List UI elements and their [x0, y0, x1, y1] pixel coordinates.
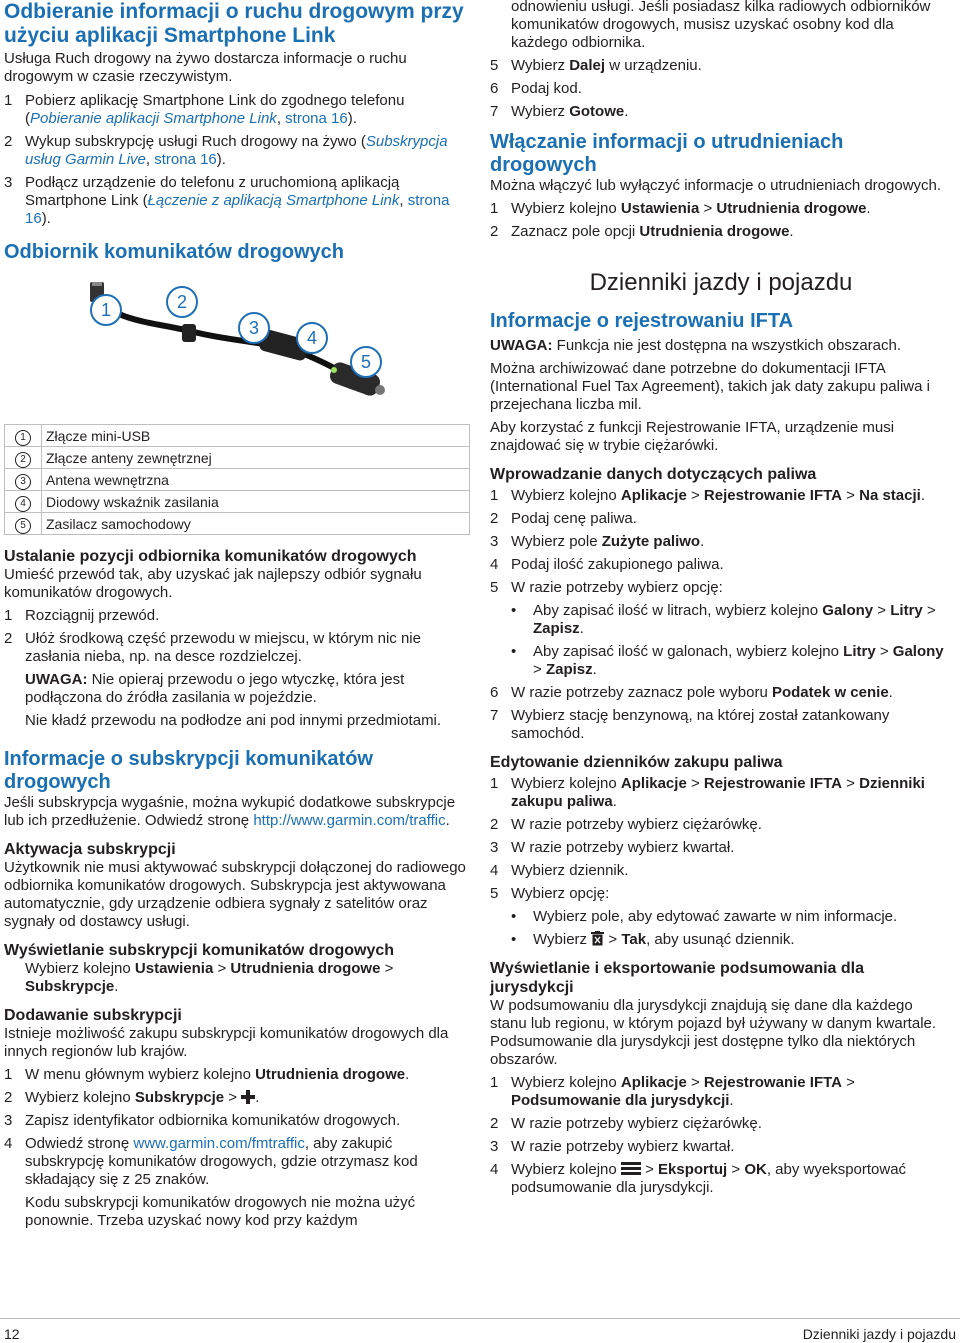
note-cable: UWAGA: Nie opieraj przewodu o jego wtyczkę, która jest podłączona do źródła zasilania w pojeździe. [25, 671, 405, 706]
step-fuel-5: 5 W razie potrzeby wybierz opcję: [490, 579, 723, 596]
bullet-fuel-litres: • Aby zapisać ilość w litrach, wybierz kolejno Galony > Litry > Zapisz. [511, 602, 936, 637]
para-activate: Użytkownik nie musi aktywować subskrypcji dołączonej do radiowego odbiornika komunikatów drogowych. Subskrypcja jest aktywowana automatycznie, gdy urządzenie odbiera sygnały z satelitów oraz sygnały od dostawcy usługi. [4, 859, 466, 930]
chapter-title: Dzienniki jazdy i pojazdu [589, 269, 853, 296]
step-edit-4: 4 Wybierz dziennik. [490, 862, 629, 879]
step-edit-5: 5 Wybierz opcję: [490, 885, 610, 902]
step-juris-2: 2 W razie potrzeby wybierz ciężarówkę. [490, 1115, 762, 1132]
traffic-receiver-illustration [4, 282, 470, 412]
heading-receiver: Odbiornik komunikatów drogowych [4, 241, 345, 263]
steps-app [4, 92, 470, 228]
power-led [331, 367, 337, 373]
callout-2-label: 2 [176, 292, 188, 312]
note-code: Kodu subskrypcji komunikatów drogowych nie można użyć ponownie. Trzeba uzyskać nowy kod przy każdym [25, 1194, 416, 1229]
step-add-1: 1 W menu głównym wybierz kolejno Utrudnienia drogowe. [4, 1066, 410, 1083]
step-fuel-4: 4 Podaj ilość zakupionego paliwa. [490, 556, 724, 573]
para-view-subs: Wybierz kolejno Ustawienia > Utrudnienia drogowe > Subskrypcje. [25, 960, 394, 995]
para-continued: odnowieniu usługi. Jeśli posiadasz kilka radiowych odbiorników komunikatów drogowych, musisz uzyskać osobny kod dla każdego odbiornika. [511, 0, 931, 51]
step-juris-1: 1 Wybierz kolejno Aplikacje > Rejestrowanie IFTA > Podsumowanie dla jurysdykcji. [490, 1074, 855, 1109]
step-fuel-2: 2 Podaj cenę paliwa. [490, 510, 637, 527]
callout-5-label: 5 [360, 352, 372, 372]
para-position: Umieść przewód tak, aby uzyskać jak najlepszy odbiór sygnału komunikatów drogowych. [4, 566, 422, 601]
step-edit-1: 1 Wybierz kolejno Aplikacje > Rejestrowanie IFTA > Dzienniki zakupu paliwa. [490, 775, 925, 810]
link-garmin-traffic[interactable]: http://www.garmin.com/traffic [253, 812, 446, 829]
para-ifta-2: Aby korzystać z funkcji Rejestrowanie IFTA, urządzenie musi znajdować się w trybie ciężarówki. [490, 419, 895, 454]
antenna-connector [182, 324, 196, 342]
step-pos-1: 1 Rozciągnij przewód. [4, 607, 160, 624]
legend-row: 4 Diodowy wskaźnik zasilania [5, 491, 470, 513]
step-5: 5 Wybierz Dalej w urządzeniu. [490, 57, 702, 74]
legend-row: 2 Złącze anteny zewnętrznej [5, 447, 470, 469]
para-add-subs: Istnieje możliwość zakupu subskrypcji komunikatów drogowych dla innych regionów lub krajów. [4, 1025, 449, 1060]
legend-row: 5 Zasilacz samochodowy [5, 513, 470, 535]
bullet-fuel-gallons: • Aby zapisać ilość w galonach, wybierz kolejno Litry > Galony > Zapisz. [511, 643, 944, 678]
step-edit-3: 3 W razie potrzeby wybierz kwartał. [490, 839, 735, 856]
step-fuel-6: 6 W razie potrzeby zaznacz pole wyboru Podatek w cenie. [490, 684, 893, 701]
note-floor: Nie kładź przewodu na podłodze ani pod innymi przedmiotami. [25, 712, 442, 729]
step-add-2: 2 Wybierz kolejno Subskrypcje > . [4, 1089, 260, 1106]
legend-table [4, 424, 470, 535]
bullet-edit-field: • Wybierz pole, aby edytować zawarte w nim informacje. [511, 908, 898, 925]
para-traffic-app: Usługa Ruch drogowy na żywo dostarcza informacje o ruchu drogowym w czasie rzeczywistym. [4, 50, 407, 85]
step-juris-4: 4 Wybierz kolejno > Eksportuj > OK, aby wyeksportować podsumowanie dla jurysdykcji. [490, 1161, 907, 1196]
step-app-3: 3 Podłącz urządzenie do telefonu z uruchomioną aplikacją Smartphone Link (Łączenie z aplikacją Smartphone Link, strona 16). [4, 174, 450, 227]
step-juris-3: 3 W razie potrzeby wybierz kwartał. [490, 1138, 735, 1155]
note-ifta: UWAGA: Funkcja nie jest dostępna na wszystkich obszarach. [490, 337, 902, 354]
para-jurisdiction: W podsumowaniu dla jurysdykcji znajdują się dane dla każdego stanu lub regionu, w którym pojazd był używany w danym kwartale. Podsumowanie dla jurysdykcji jest dostępne tylko dla niektórych obszarów. [490, 997, 937, 1068]
menu-icon [621, 1161, 641, 1176]
link-page-16[interactable]: strona 16 [285, 110, 348, 127]
link-download-app[interactable]: Pobieranie aplikacji Smartphone Link [30, 110, 277, 127]
step-fuel-3: 3 Wybierz pole Zużyte paliwo. [490, 533, 705, 550]
step-7: 7 Wybierz Gotowe. [490, 103, 629, 120]
heading-position: Ustalanie pozycji odbiornika komunikatów drogowych [4, 548, 417, 565]
page-footer [4, 1325, 956, 1343]
step-add-3: 3 Zapisz identyfikator odbiornika komunikatów drogowych. [4, 1112, 401, 1129]
heading-jurisdiction: Wyświetlanie i eksportowanie podsumowania dla jurysdykcji [490, 960, 865, 996]
step-6: 6 Podaj kod. [490, 80, 582, 97]
legend-row: 3 Antena wewnętrzna [5, 469, 470, 491]
link-page-16[interactable]: strona 16 [25, 192, 450, 227]
callout-1-label: 1 [100, 300, 112, 320]
heading-view-subs: Wyświetlanie subskrypcji komunikatów drogowych [4, 942, 395, 959]
heading-activate: Aktywacja subskrypcji [4, 841, 176, 858]
page-number: 12 [4, 1326, 20, 1342]
step-fuel-7: 7 Wybierz stację benzynową, na której został zatankowany samochód. [490, 707, 890, 742]
step-edit-2: 2 W razie potrzeby wybierz ciężarówkę. [490, 816, 762, 833]
trash-icon [591, 931, 604, 946]
callout-4-label: 4 [306, 328, 318, 348]
footer-divider [0, 1318, 960, 1319]
step-pos-2: 2 Ułóż środkową część przewodu w miejscu, w którym nic nie zasłania nieba, np. na desce rozdzielczej. [4, 630, 421, 665]
link-fmtraffic[interactable]: www.garmin.com/fmtraffic [133, 1135, 305, 1152]
heading-ifta: Informacje o rejestrowaniu IFTA [490, 310, 794, 332]
heading-edit-logs: Edytowanie dzienników zakupu paliwa [490, 754, 783, 771]
legend-row: 1 Złącze mini-USB [5, 425, 470, 447]
step-enable-2: 2 Zaznacz pole opcji Utrudnienia drogowe. [490, 223, 794, 240]
receiver-figure [4, 282, 470, 417]
bullet-edit-delete: • Wybierz > Tak, aby usunąć dziennik. [511, 931, 795, 948]
heading-traffic-app: Odbieranie informacji o ruchu drogowym przy użyciu aplikacji Smartphone Link [4, 0, 464, 47]
step-enable-1: 1 Wybierz kolejno Ustawienia > Utrudnienia drogowe. [490, 200, 871, 217]
footer-section-title: Dzienniki jazdy i pojazdu [802, 1326, 956, 1342]
para-enable-traffic: Można włączyć lub wyłączyć informacje o utrudnieniach drogowych. [490, 177, 942, 194]
heading-fuel: Wprowadzanie danych dotyczących paliwa [490, 466, 817, 483]
para-subscription: Jeśli subskrypcja wygaśnie, można wykupić dodatkowe subskrypcje lub ich przedłużenie. Odwiedź stronę http://www.garmin.com/traffic. [4, 794, 456, 829]
heading-enable-traffic: Włączanie informacji o utrudnieniach drogowych [490, 131, 844, 176]
heading-add-subs: Dodawanie subskrypcji [4, 1007, 182, 1024]
step-app-1: 1 Pobierz aplikację Smartphone Link do zgodnego telefonu (Pobieranie aplikacji Smartphone Link, strona 16). [4, 92, 405, 127]
link-garmin-live[interactable]: Subskrypcja usług Garmin Live [25, 133, 448, 168]
step-app-2: 2 Wykup subskrypcję usługi Ruch drogowy na żywo (Subskrypcja usług Garmin Live, strona 16). [4, 133, 448, 168]
plus-icon [241, 1090, 255, 1104]
heading-subscription: Informacje o subskrypcji komunikatów drogowych [4, 748, 373, 793]
step-add-4: 4 Odwiedź stronę www.garmin.com/fmtraffic, aby zakupić subskrypcję komunikatów drogowych, gdzie otrzymasz kod składający się z 25 znaków. [4, 1135, 418, 1188]
callout-3-label: 3 [248, 318, 260, 338]
link-connect-app[interactable]: Łączenie z aplikacją Smartphone Link [147, 192, 400, 209]
para-ifta-1: Można archiwizować dane potrzebne do dokumentacji IFTA (International Fuel Tax Agreement), takich jak daty zakupu paliwa i przejechana liczba mil. [490, 360, 930, 413]
step-fuel-1: 1 Wybierz kolejno Aplikacje > Rejestrowanie IFTA > Na stacji. [490, 487, 925, 504]
link-page-16[interactable]: strona 16 [154, 151, 217, 168]
left-column [4, 0, 470, 1230]
right-column [490, 0, 952, 1197]
